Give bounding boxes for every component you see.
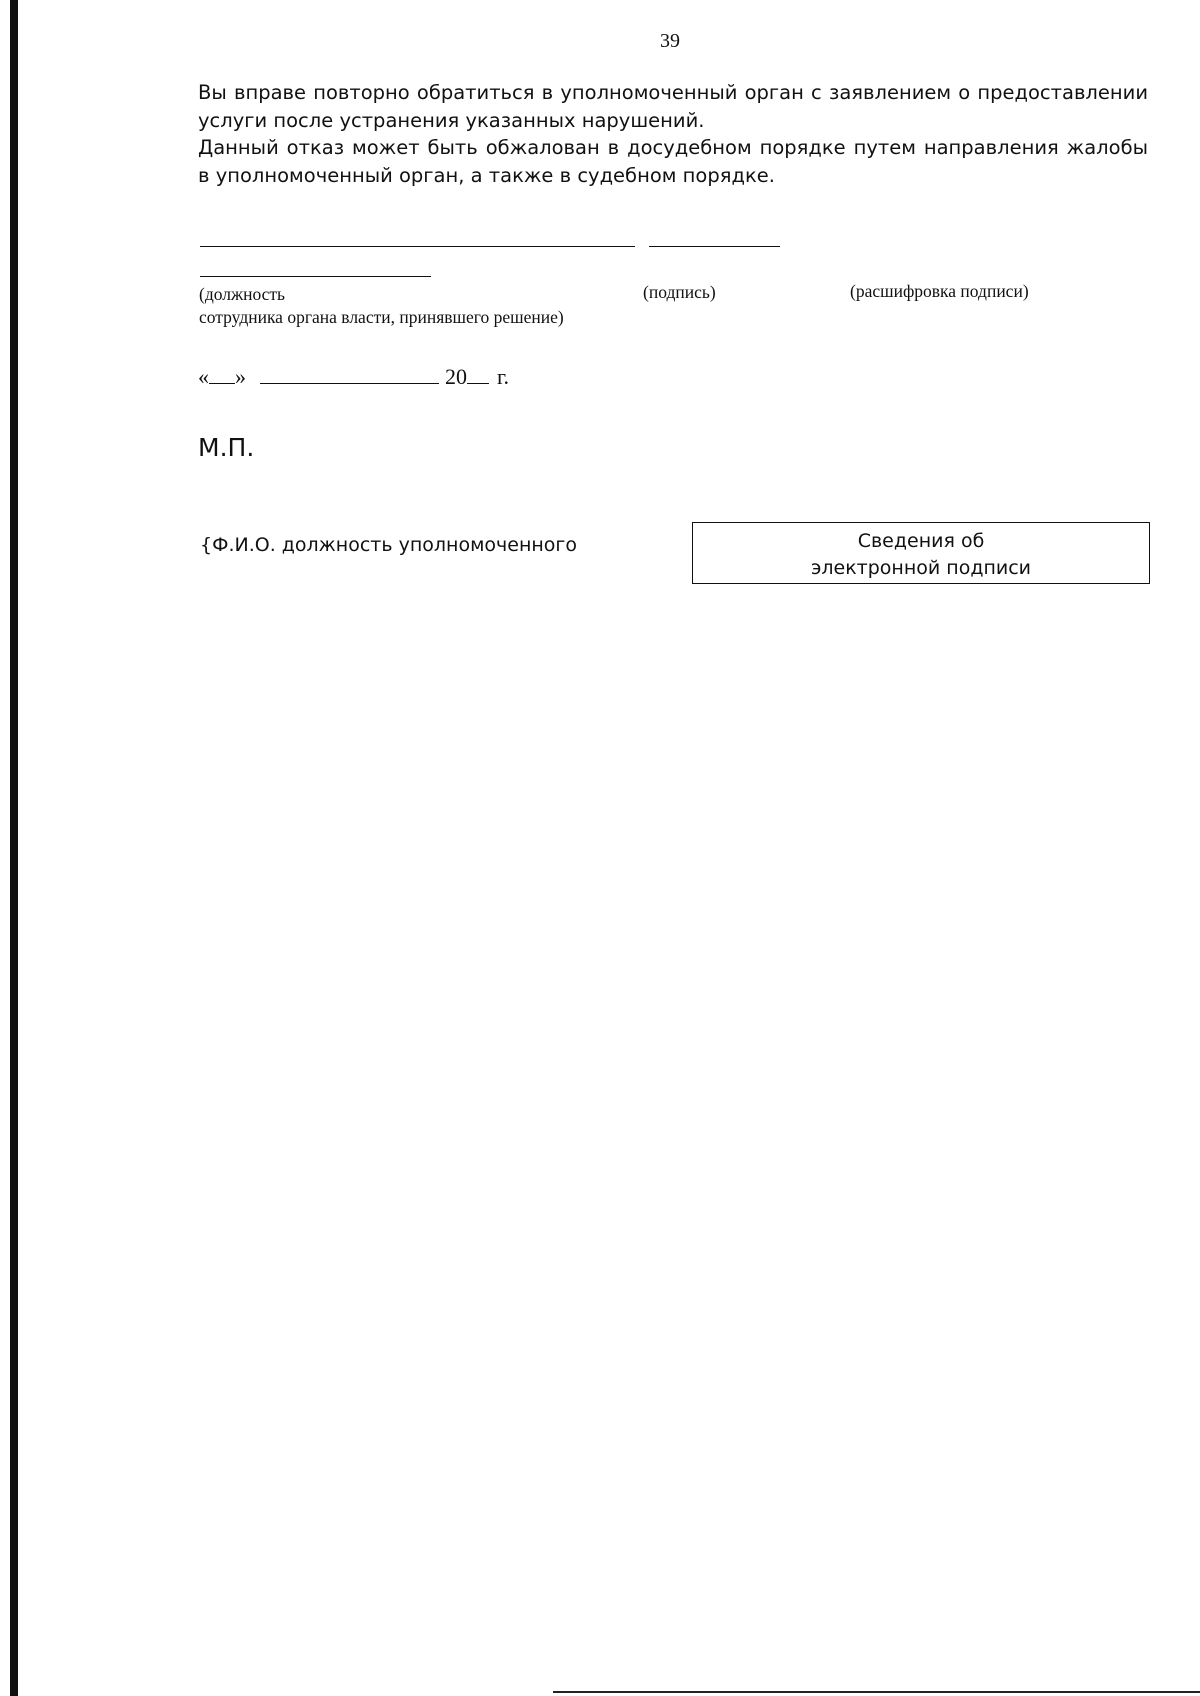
signature-blank-line [649, 246, 780, 247]
position-label-line-1: (должность [199, 284, 286, 304]
signature-label: (подпись) [643, 282, 716, 302]
authorized-person-text: {Ф.И.О. должность уполномоченного [200, 534, 578, 556]
electronic-signature-line-1: Сведения об [857, 530, 985, 552]
month-blank [260, 363, 439, 384]
day-blank [209, 363, 235, 384]
date-close-quote: » [235, 364, 246, 389]
position-continuation-line [200, 276, 431, 277]
reapply-paragraph: Вы вправе повторно обратиться в уполномоченный орган с заявлением о предоставлении услуги после устранения указанных нарушений. [198, 81, 1148, 132]
electronic-signature-line-2: электронной подписи [810, 557, 1032, 579]
stamp-mark: М.П. [198, 433, 255, 462]
bottom-rule [553, 1691, 1200, 1693]
year-prefix: 20 [445, 364, 467, 389]
date-field [198, 363, 509, 391]
position-blank-line [200, 246, 635, 247]
position-label-line-2: сотрудника органа власти, принявшего решение) [199, 307, 564, 327]
year-suffix: г. [497, 364, 510, 389]
page-number: 39 [660, 30, 680, 52]
electronic-signature-box [692, 522, 1150, 584]
appeal-paragraph: Данный отказ может быть обжалован в досудебном порядке путем направления жалобы в уполномоченный орган, а также в судебном порядке. [198, 136, 1148, 187]
year-blank [467, 363, 489, 384]
scan-left-edge [10, 0, 18, 1696]
signature-decoding-label: (расшифровка подписи) [850, 281, 1029, 301]
date-open-quote: « [198, 364, 209, 389]
